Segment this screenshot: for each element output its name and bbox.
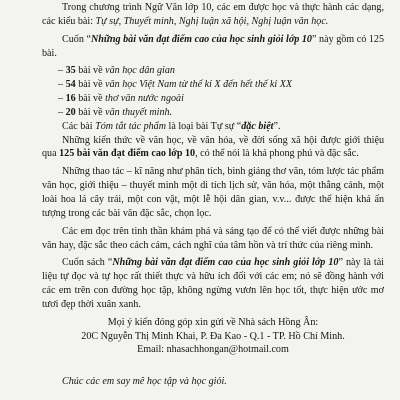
count-number: 54 [65, 79, 76, 91]
knowledge-text: Những kiến thức về văn học, về văn hóa, về đời sống xã hội được giới thiệu qua [42, 134, 384, 160]
count-dash: – [58, 106, 66, 118]
book-title: Những bài văn đạt điểm cao của học sinh giỏi lớp 10 [90, 33, 312, 45]
summary-suffix: ”. [273, 120, 281, 132]
knowledge-trailing-text: , có thể nói là khá phong phú và đặc sắc. [195, 148, 359, 160]
count-subject: văn thuyết minh. [105, 106, 173, 118]
section-spacer [42, 357, 384, 375]
count-subject: văn học dân gian [105, 65, 175, 77]
count-dash: – [58, 79, 66, 91]
summary-special-text: đặc biệt [241, 120, 274, 132]
count-dash: – [58, 93, 66, 105]
knowledge-paragraph [42, 134, 384, 162]
operations-paragraph: Những thao tác – kĩ năng như phân tích, bình giảng thơ văn, tóm lược tác phẩm văn học, giới thiệu – thuyết minh một di tích lịch sử, văn hóa, một thắng cảnh, một loài hoa lá cây trái, một con vật, một lễ hội dân gian, v.v... được thể hiện khá ấn tượng trong các bài văn đặc sắc, chọn lọc. [42, 166, 384, 219]
intro-paragraph [42, 1, 384, 29]
count-number: 20 [65, 106, 76, 118]
count-list-item [42, 92, 384, 106]
summary-prefix: Các bài [62, 120, 96, 132]
count-number: 16 [65, 93, 76, 105]
summary-middle: là loại bài Tự sự “ [166, 120, 242, 132]
knowledge-highlight: 125 bài văn đạt điểm cao lớp 10 [59, 148, 196, 160]
conclusion-book-title: Những bài văn đạt điểm cao của học sinh giỏi lớp 10 [112, 257, 339, 269]
intro-text: Trong chương trình Ngữ Văn lớp 10, các em được học và thực hành các dạng, các kiểu bài: [42, 2, 384, 27]
intro-genres: Tự sự, Thuyết minh, Nghị luận xã hội, Nghị luận văn học. [95, 15, 329, 27]
count-number: 35 [65, 65, 76, 77]
count-middle-text: bài về [75, 65, 106, 77]
count-middle-text: bài về [75, 93, 106, 105]
summary-italic-text: Tóm tắt tác phẩm [95, 120, 167, 132]
count-list-item [42, 106, 384, 120]
count-list-item [42, 78, 384, 92]
conclusion-paragraph [42, 256, 384, 311]
summary-paragraph [42, 120, 384, 134]
count-middle-text: bài về [75, 79, 106, 91]
count-middle-text: bài về [75, 106, 106, 118]
closing-line: Chúc các em say mê học tập và học giỏi. [62, 376, 227, 388]
book-intro-suffix: ” này gồm có 125 bài. [42, 33, 384, 59]
contact-address: 20C Nguyễn Thị Minh Khai, P. Đa Kao - Q.1 - TP. Hồ Chí Minh. [81, 330, 345, 342]
count-list-item [42, 64, 384, 78]
conclusion-suffix: ” này là tài liệu tự đọc và tự học rất thiết thực và hữu ích đối với các em; nó sẽ đồng hành với các em trên con đường học tập, không ngừng vươn lên học tốt, thực hiện ước mơ tươi đẹp thời xuân xanh. [42, 257, 384, 310]
book-intro-prefix: Cuốn “ [62, 33, 91, 45]
reader-note-paragraph: Các em đọc trên tinh thần khám phá và sáng tạo để có thể viết được những bài văn hay, đặc sắc theo cách cảm, cách nghĩ của tâm hồn và trí thức của riêng mình. [42, 225, 384, 251]
count-subject: văn học Việt Nam từ thế kỉ X đến hết thế kỉ XX [105, 79, 293, 91]
contact-email: Email: nhasachhongan@hotmail.com [137, 344, 289, 356]
count-dash: – [58, 65, 66, 77]
contact-line: Mọi ý kiến đóng góp xin gửi về Nhà sách Hồng Ân: [107, 316, 319, 328]
count-subject: thơ văn nước ngoài [105, 93, 184, 105]
book-intro-paragraph [42, 33, 384, 61]
conclusion-prefix: Cuốn sách “ [62, 257, 113, 269]
